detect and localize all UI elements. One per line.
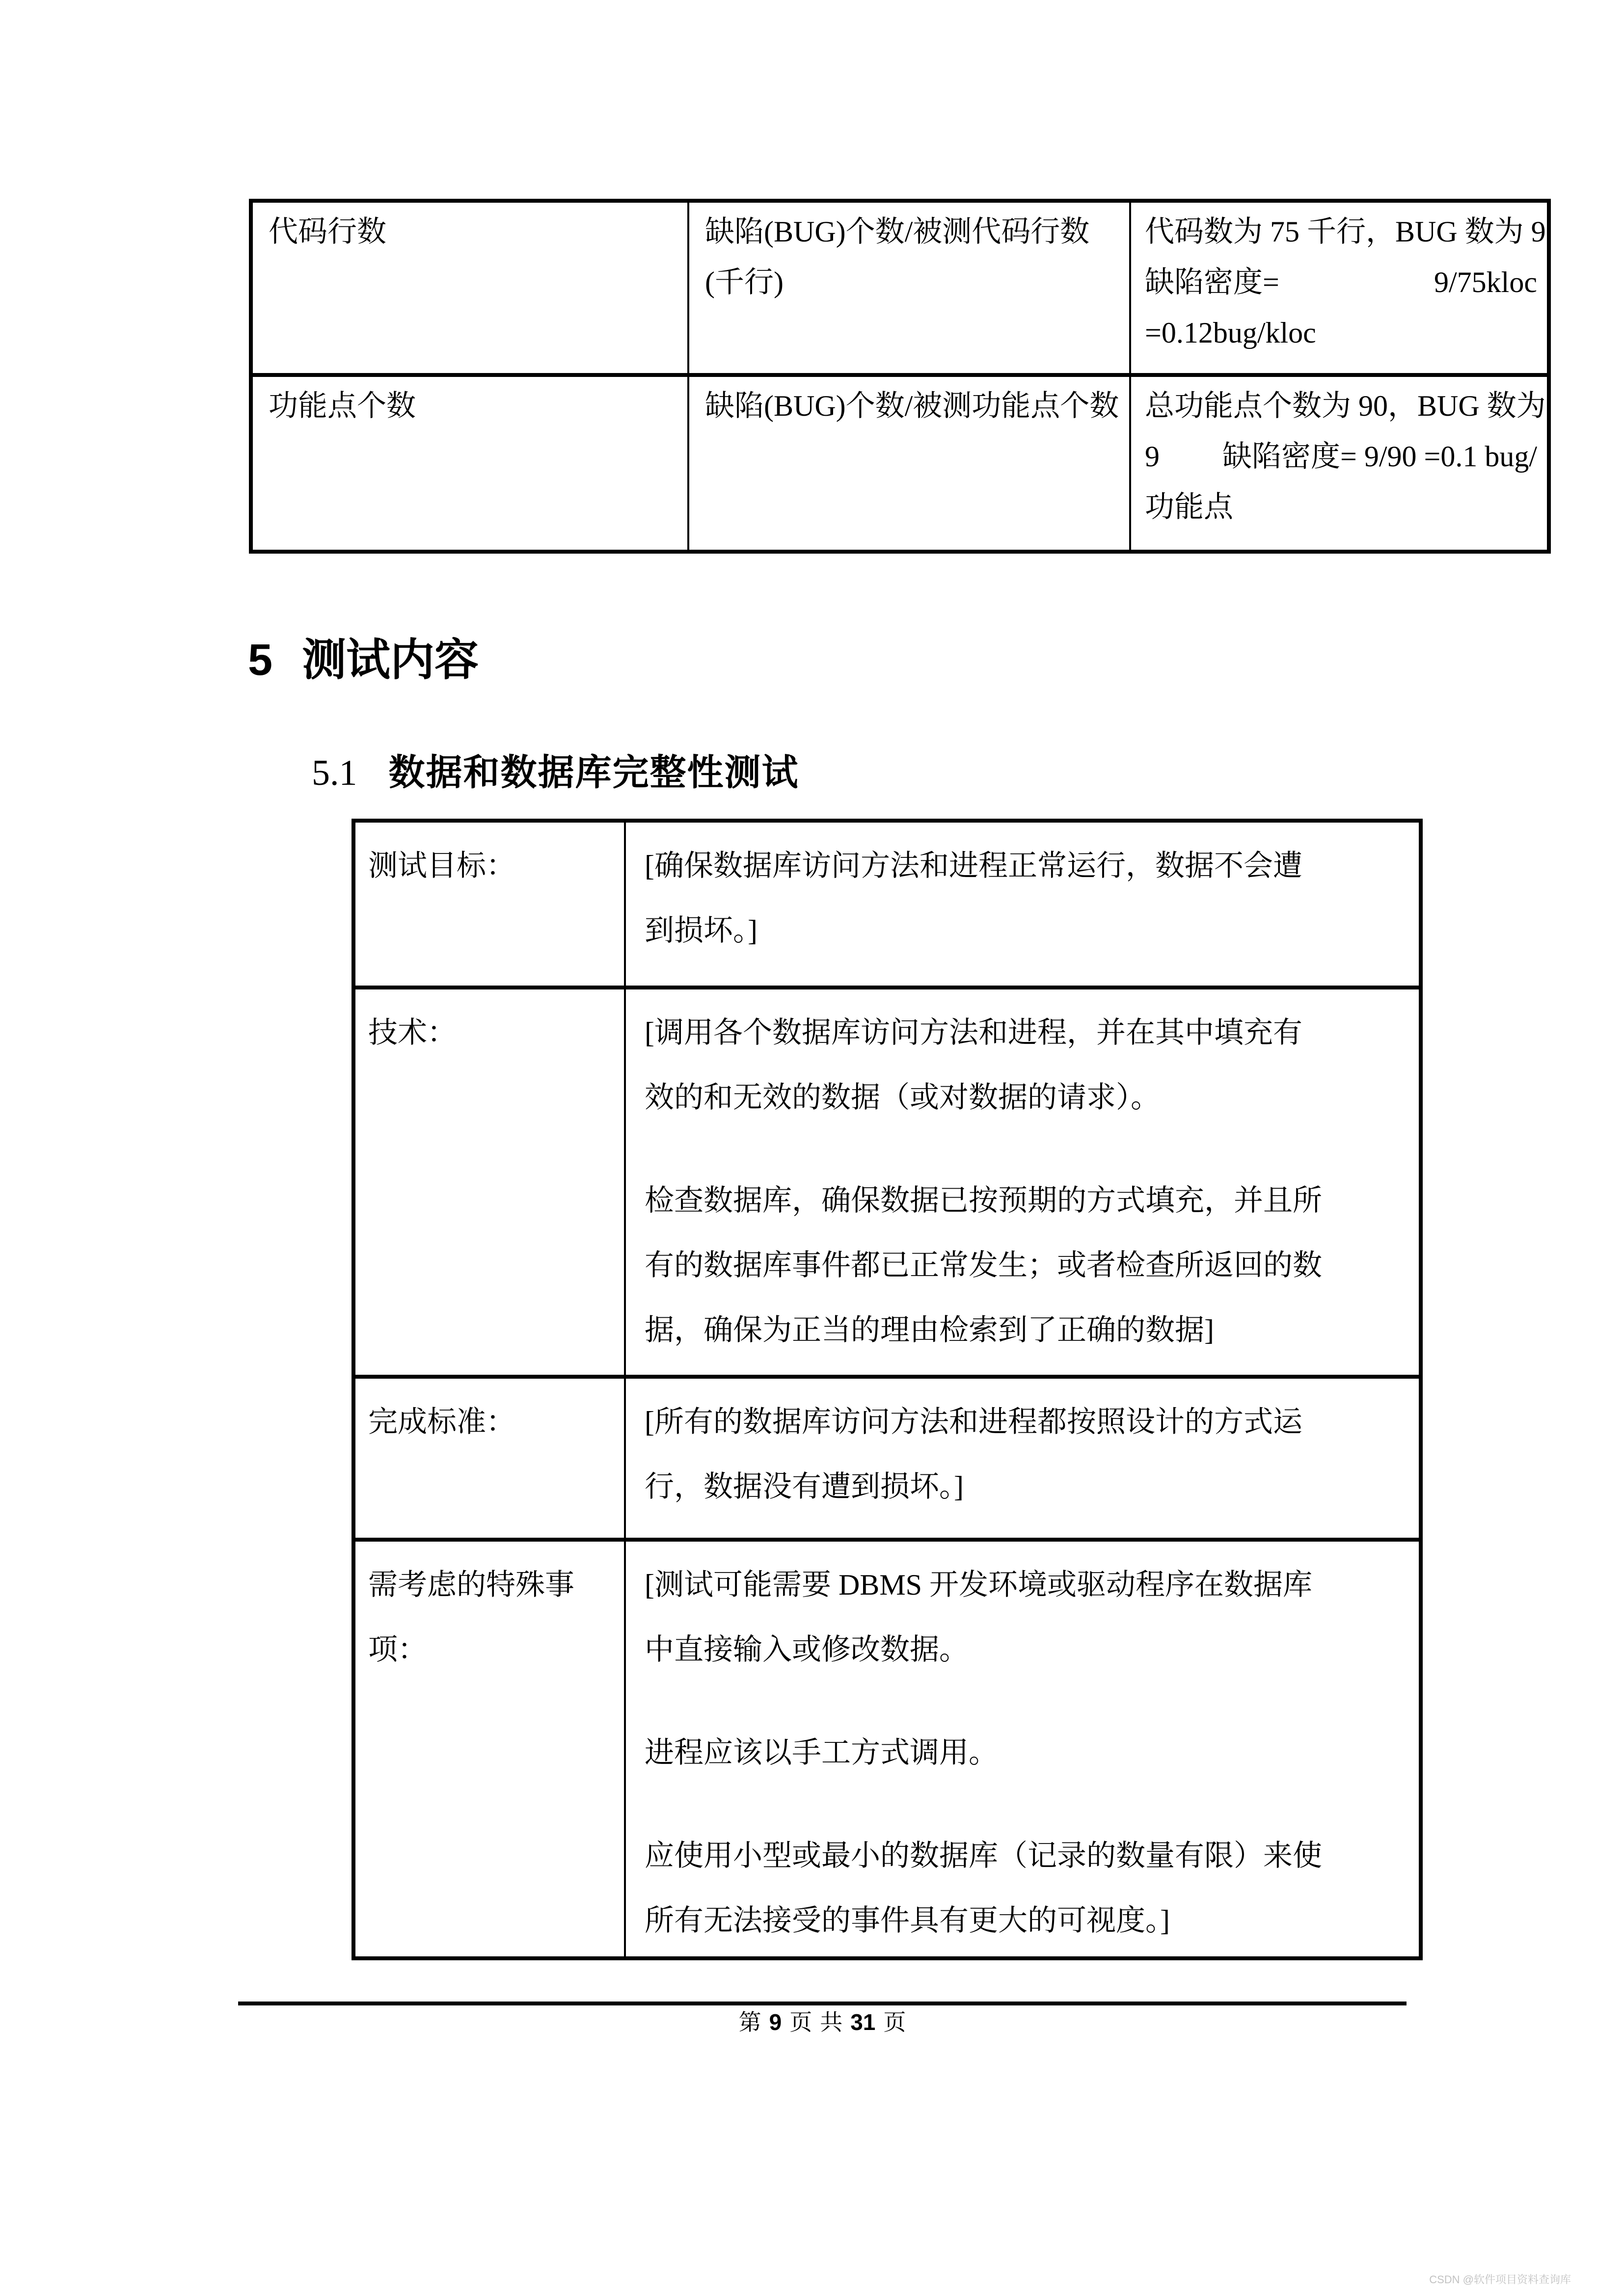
text-line: 应使用小型或最小的数据库（记录的数量有限）来使 (645, 1840, 1322, 1872)
text-line (1145, 431, 1537, 482)
subsection-title: 数据和数据库完整性测试 (388, 752, 799, 793)
text-line: (千行) (705, 266, 784, 298)
footer-suffix: 页 (883, 2010, 906, 2035)
text-line: 总功能点个数为 90，BUG 数为 (1145, 390, 1546, 422)
footer-label-page: 页 (789, 2010, 812, 2035)
test-row4-label-cell (355, 1542, 624, 1956)
subsection-heading (312, 750, 799, 796)
metrics-row2-metric-cell (253, 377, 687, 550)
text-line: 所有无法接受的事件具有更大的可视度。] (645, 1904, 1170, 1937)
test-row3-content-cell (626, 1379, 1419, 1538)
text-line: 功能点 (1145, 491, 1233, 523)
text-line: 中直接输入或修改数据。 (645, 1633, 969, 1666)
text-line: [确保数据库访问方法和进程正常运行，数据不会遭 (645, 850, 1302, 882)
footer-page-number: 9 (769, 2009, 782, 2035)
text-line: 测试目标： (368, 850, 515, 882)
test-row3-label-cell (355, 1379, 624, 1538)
metrics-row1-metric-cell (253, 203, 687, 373)
line-left-part: 9 (1145, 440, 1160, 473)
metrics-row2-formula-cell (689, 377, 1129, 550)
row-divider (355, 1538, 1419, 1542)
page-number-footer (238, 2006, 1407, 2038)
line-right-part: 缺陷密度= 9/90 =0.1 bug/ (1222, 440, 1537, 473)
metrics-row1-result-cell (1131, 203, 1547, 373)
metrics-table (249, 199, 1551, 554)
section-heading (248, 633, 479, 687)
metrics-row1-formula-cell (689, 203, 1129, 373)
text-line: 有的数据库事件都已正常发生；或者检查所返回的数 (645, 1249, 1322, 1281)
text-line: 完成标准： (368, 1406, 515, 1438)
footer-label-of: 共 (820, 2010, 843, 2035)
text-line: =0.12bug/kloc (1145, 317, 1316, 349)
text-line (1145, 257, 1537, 308)
metrics-row2-result-cell (1131, 377, 1547, 550)
text-line: 缺陷(BUG)个数/被测功能点个数 (705, 390, 1119, 422)
text-line: 行，数据没有遭到损坏。] (645, 1470, 964, 1503)
text-line: 效的和无效的数据（或对数据的请求）。 (645, 1081, 1160, 1114)
text-line: 缺陷(BUG)个数/被测代码行数 (705, 215, 1090, 248)
test-description-table (352, 819, 1423, 1960)
paragraph (645, 1823, 1399, 1953)
text-line: 进程应该以手工方式调用。 (645, 1736, 998, 1769)
text-line: [调用各个数据库访问方法和进程，并在其中填充有 (645, 1016, 1302, 1049)
text-line: 技术： (368, 1016, 457, 1049)
watermark: CSDN @软件项目资料查询库 (1429, 2273, 1571, 2286)
footer-total-pages: 31 (850, 2009, 876, 2035)
footer-rule (238, 2002, 1407, 2005)
metric-name: 代码行数 (269, 215, 386, 248)
subsection-number: 5.1 (312, 753, 357, 793)
row-divider (355, 1375, 1419, 1379)
paragraph (645, 1720, 1399, 1785)
text-line: 到损坏。] (645, 914, 758, 947)
text-line: 代码数为 75 千行，BUG 数为 9 (1145, 215, 1546, 248)
test-row1-label-cell (355, 823, 624, 986)
test-row2-content-cell (626, 989, 1419, 1375)
text-line: [测试可能需要 DBMS 开发环境或驱动程序在数据库 (645, 1569, 1313, 1601)
test-row2-label-cell (355, 989, 624, 1375)
paragraph (645, 833, 1399, 963)
row-divider (355, 986, 1419, 989)
text-line: 检查数据库，确保数据已按预期的方式填充，并且所 (645, 1184, 1322, 1217)
test-row1-content-cell (626, 823, 1419, 986)
section-number: 5 (248, 636, 273, 685)
row-divider (253, 373, 1547, 377)
text-line: 项： (368, 1633, 427, 1666)
line-left-part: 缺陷密度= (1145, 266, 1279, 298)
paragraph (645, 1552, 1399, 1682)
footer-prefix: 第 (738, 2010, 761, 2035)
paragraph (645, 1389, 1399, 1519)
text-line: [所有的数据库访问方法和进程都按照设计的方式运 (645, 1406, 1302, 1438)
paragraph (645, 1000, 1399, 1130)
text-line: 据，确保为正当的理由检索到了正确的数据] (645, 1314, 1214, 1346)
line-right-part: 9/75kloc (1434, 266, 1537, 298)
metric-name: 功能点个数 (269, 390, 416, 422)
test-row4-content-cell (626, 1542, 1419, 1956)
text-line: 需考虑的特殊事 (368, 1569, 574, 1601)
paragraph (645, 1168, 1399, 1362)
section-title: 测试内容 (302, 636, 479, 685)
